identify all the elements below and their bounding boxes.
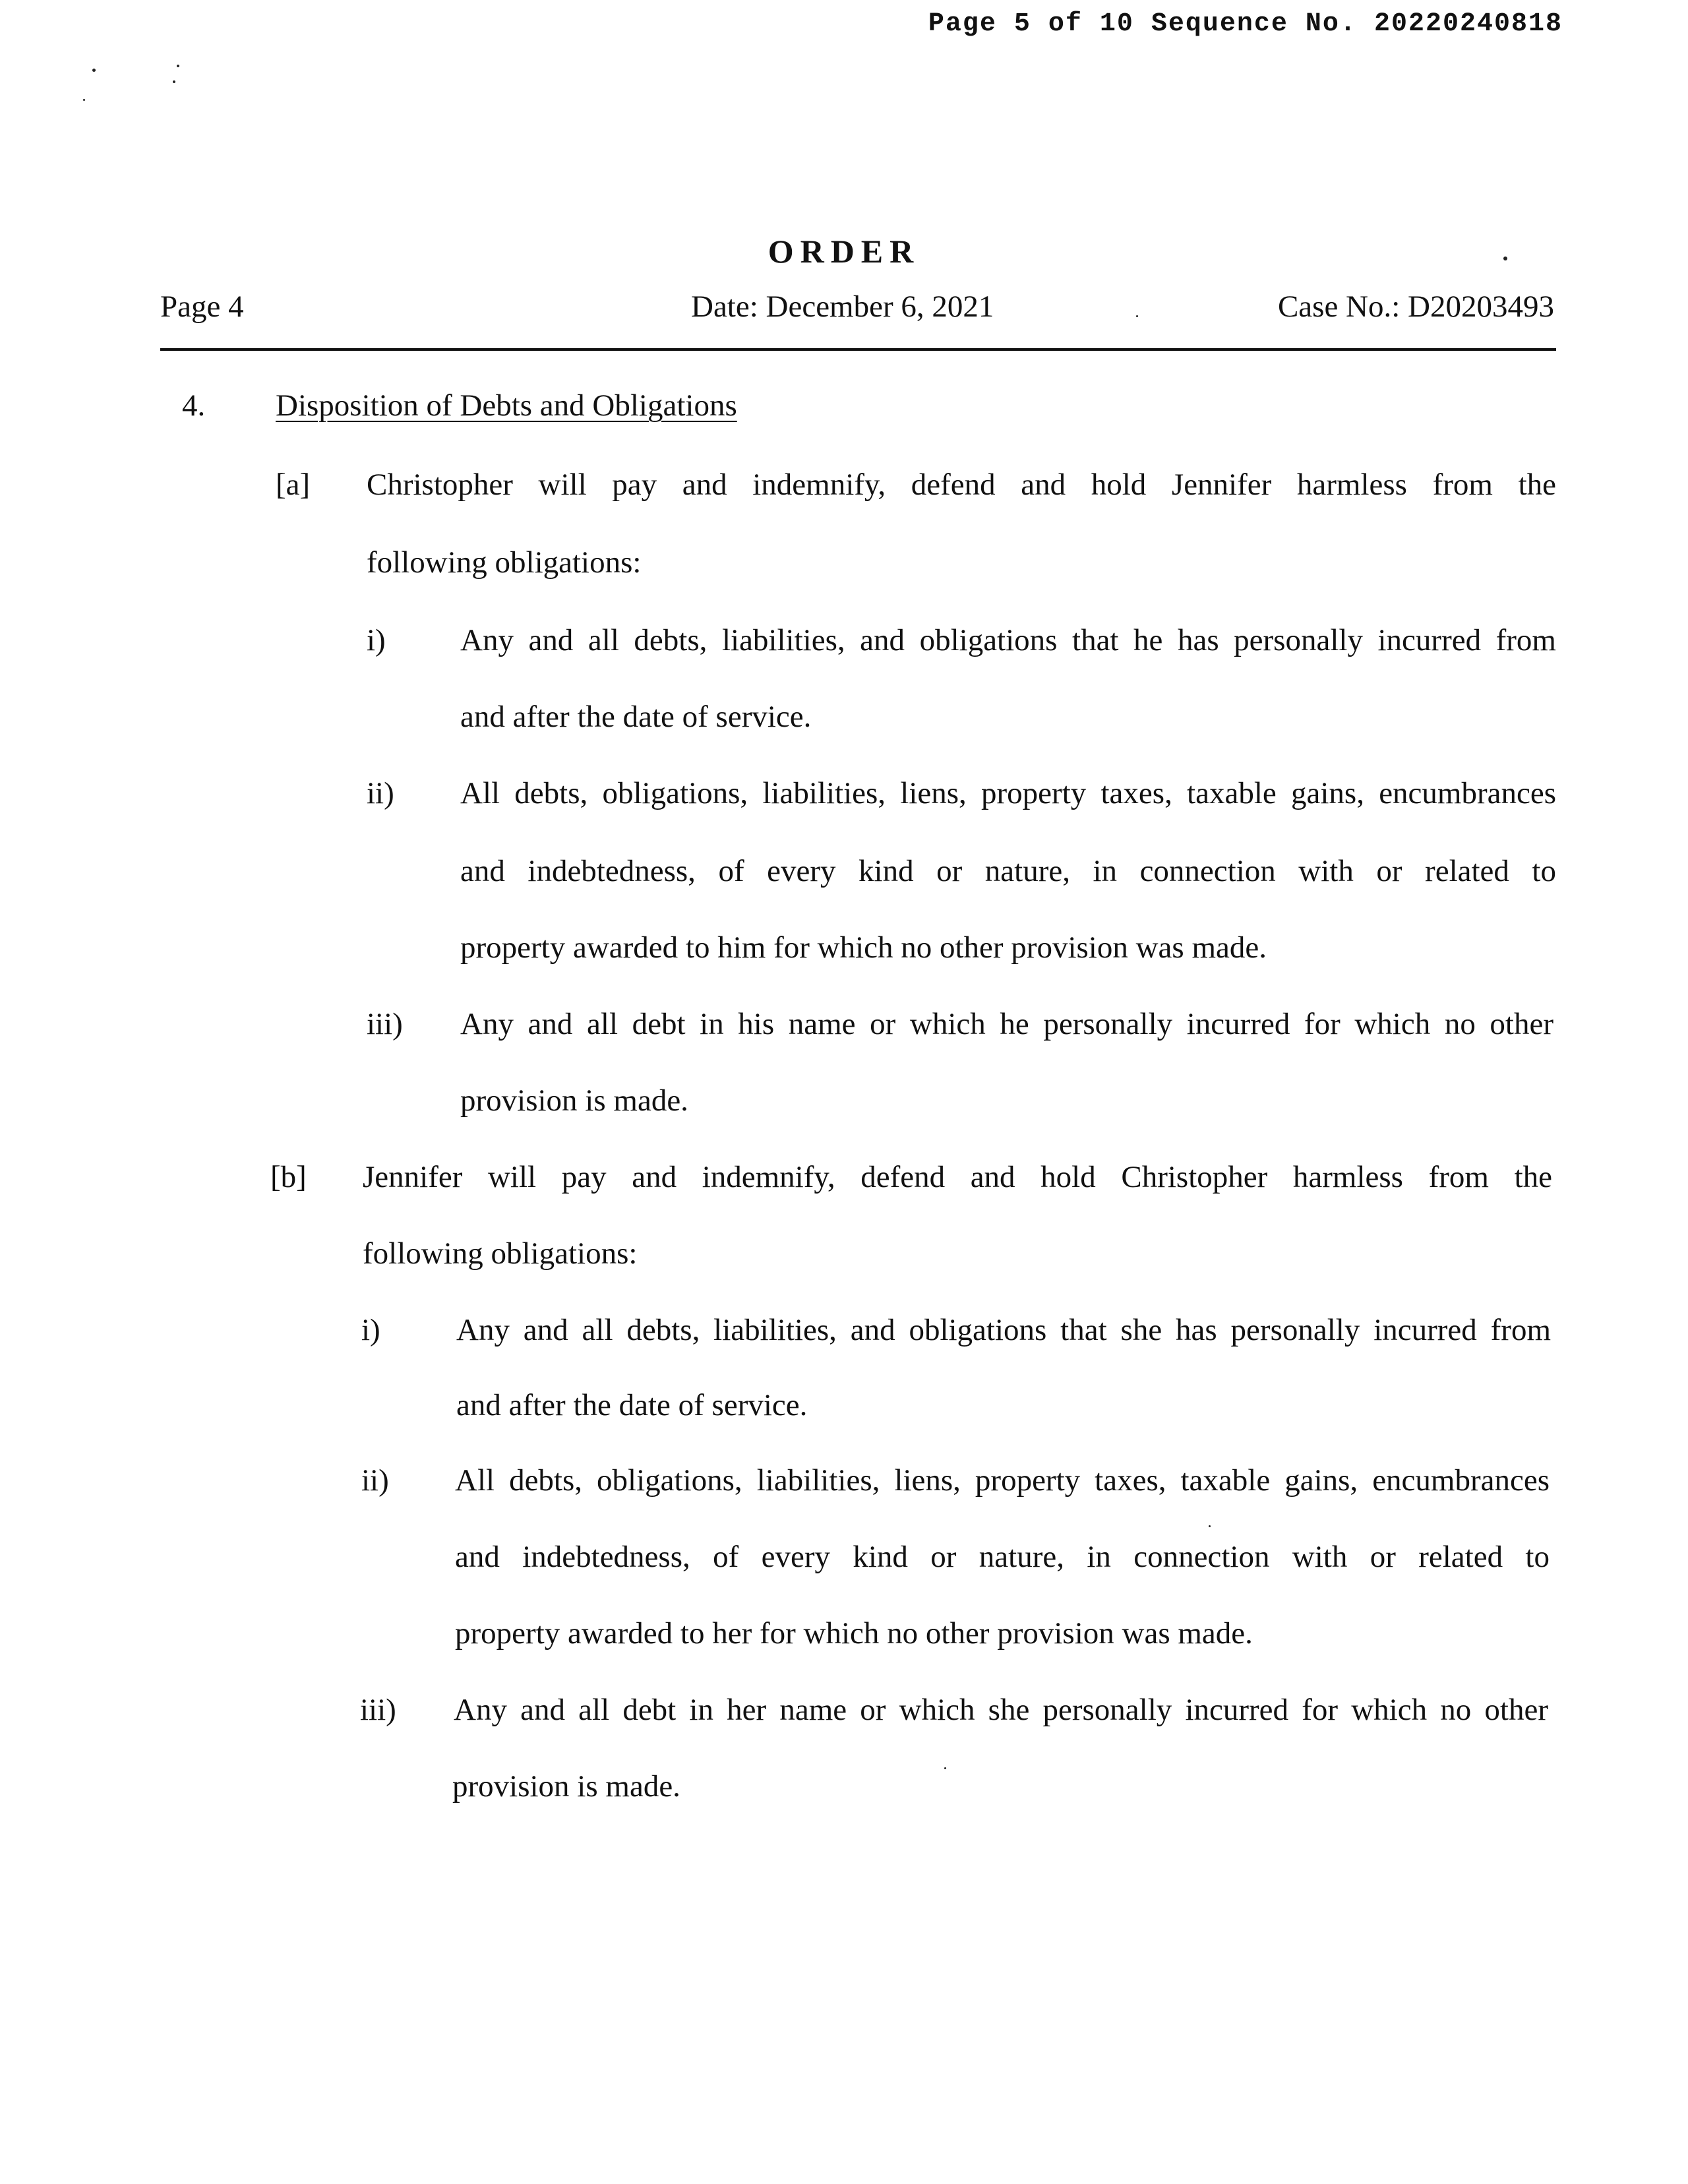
item-label-a-i: i)	[367, 623, 386, 657]
item-b-i-line: and after the date of service.	[456, 1388, 808, 1422]
scan-speck	[1136, 315, 1138, 317]
header-page-number: Page 4	[160, 289, 244, 324]
item-a-ii-line: All debts, obligations, liabilities, liens, property taxes, taxable gains, encumbrances	[460, 776, 1556, 810]
scan-speck	[944, 1767, 946, 1769]
document-title: ORDER	[768, 233, 920, 270]
item-a-ii-line: property awarded to him for which no other provision was made.	[460, 930, 1267, 965]
section-heading: Disposition of Debts and Obligations	[276, 388, 737, 423]
header-rule	[160, 348, 1556, 351]
item-label-b-ii: ii)	[361, 1463, 389, 1498]
item-b-ii-line: and indebtedness, of every kind or nature, in connection with or related to	[455, 1540, 1550, 1574]
section-number: 4.	[182, 388, 206, 423]
subsection-label-a: [a]	[276, 468, 311, 502]
item-label-b-iii: iii)	[360, 1693, 396, 1727]
scan-speck	[177, 65, 179, 67]
item-b-iii-line: provision is made.	[452, 1769, 680, 1804]
subsection-b-line: following obligations:	[363, 1236, 638, 1271]
item-label-b-i: i)	[361, 1313, 380, 1347]
item-a-ii-line: and indebtedness, of every kind or nature, in connection with or related to	[460, 854, 1556, 888]
scan-speck	[1209, 1525, 1211, 1527]
sequence-stamp: Page 5 of 10 Sequence No. 20220240818	[928, 9, 1563, 39]
subsection-label-b: [b]	[270, 1160, 307, 1194]
item-b-ii-line: All debts, obligations, liabilities, liens, property taxes, taxable gains, encumbrances	[455, 1463, 1550, 1498]
header-case-number: Case No.: D20203493	[1277, 289, 1554, 324]
item-a-i-line: Any and all debts, liabilities, and obligations that he has personally incurred from	[460, 623, 1556, 657]
scan-speck	[173, 80, 175, 83]
item-a-iii-line: provision is made.	[460, 1083, 688, 1118]
header-date: Date: December 6, 2021	[691, 289, 994, 324]
item-b-i-line: Any and all debts, liabilities, and obligations that she has personally incurred from	[456, 1313, 1551, 1347]
item-b-iii-line: Any and all debt in her name or which she personally incurred for which no other	[454, 1693, 1548, 1727]
item-a-iii-line: Any and all debt in his name or which he personally incurred for which no other	[460, 1007, 1553, 1041]
subsection-a-line: following obligations:	[367, 545, 642, 580]
scan-speck	[92, 69, 96, 72]
subsection-b-line: Jennifer will pay and indemnify, defend and hold Christopher harmless from the	[363, 1160, 1552, 1194]
item-a-i-line: and after the date of service.	[460, 700, 812, 734]
item-b-ii-line: property awarded to her for which no other provision was made.	[455, 1616, 1253, 1651]
scan-speck	[83, 99, 85, 101]
item-label-a-iii: iii)	[367, 1007, 403, 1041]
item-label-a-ii: ii)	[367, 776, 394, 810]
subsection-a-line: Christopher will pay and indemnify, defend and hold Jennifer harmless from the	[367, 468, 1556, 502]
